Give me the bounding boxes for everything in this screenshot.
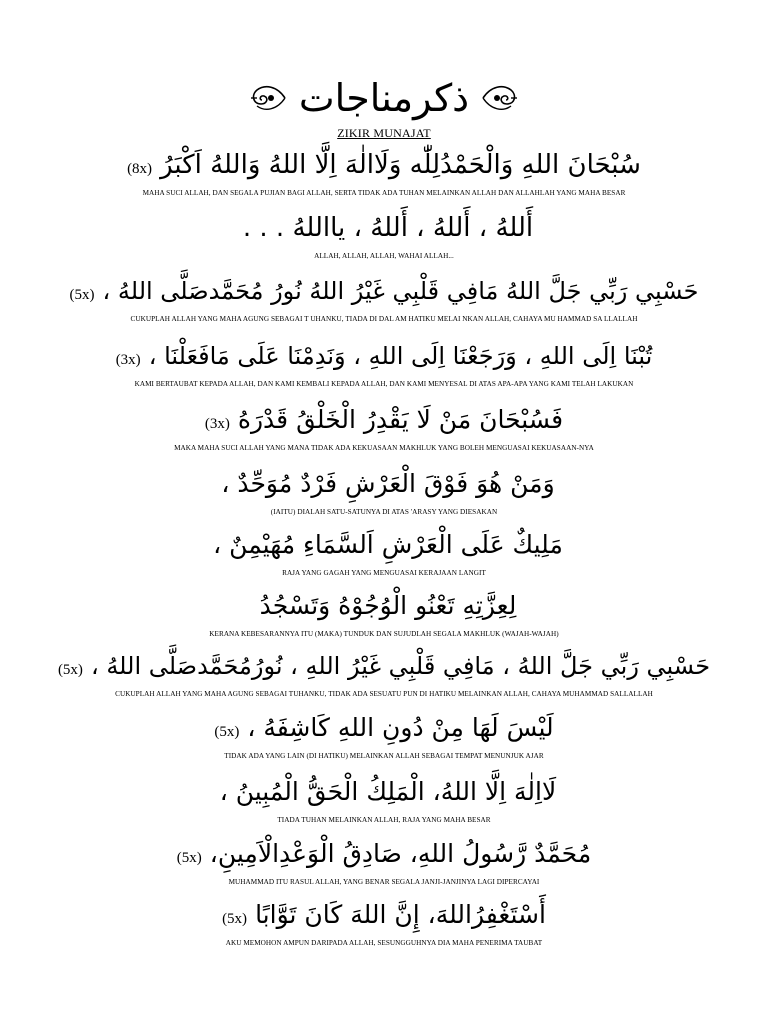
latin-title: ZIKIR MUNAJAT: [337, 126, 431, 140]
repeat-count: (5x): [214, 724, 240, 740]
zikir-entry: [0, 206, 768, 260]
translation: CUKUPLAH ALLAH YANG MAHA AGUNG SEBAGAI T UHANKU, TIADA DI DAL AM HATIKU MELAI NKAN ALLAH, CAHAYA MU HAMMAD SA LLALLAH: [130, 315, 638, 323]
translation: ALLAH, ALLAH, ALLAH, WAHAI ALLAH...: [314, 252, 454, 260]
arabic-verse: لِعِزَّتِهِ تَعْنُو الْوُجُوْهُ وَتَسْجُدُ: [259, 591, 517, 620]
arabic-verse: مَلِيكٌ عَلَى الْعَرْشِ اَلسَّمَاءِ مُهَيْمِنٌ ،: [213, 530, 563, 559]
arabic-verse: أَللهُ ، أَللهُ ، أَللهُ ، يااللهُ . . .: [242, 213, 534, 243]
translation: KERANA KEBESARANNYA ITU (MAKA) TUNDUK DAN SUJUDLAH SEGALA MAKHLUK (WAJAH-WAJAH): [209, 630, 559, 638]
repeat-count: (5x): [176, 850, 202, 866]
zikir-entry: [0, 398, 768, 452]
arabic-verse: أَسْتَغْفِرُاللهَ، إِنَّ اللهَ كَانَ تَوَّابًا: [255, 900, 546, 929]
translation: MAKA MAHA SUCI ALLAH YANG MANA TIDAK ADA KEKUASAAN MAKHLUK YANG BOLEH MENGUASAI KEKUASAAN-NYA: [174, 444, 594, 452]
repeat-count: (8x): [127, 161, 153, 177]
right-ornament-icon: [479, 78, 521, 118]
zikir-entry: [0, 462, 768, 516]
zikir-entry: [0, 523, 768, 577]
zikir-entry: [0, 770, 768, 824]
left-ornament-icon: [247, 78, 289, 118]
repeat-count: (5x): [222, 911, 248, 927]
arabic-verse: تُبْنَا اِلَى اللهِ ، وَرَجَعْنَا اِلَى اللهِ ، وَنَدِمْنَا عَلَى مَافَعَلْنَا ،: [148, 342, 653, 370]
title-header: [0, 70, 768, 126]
zikir-entry: [0, 143, 768, 197]
translation: KAMI BERTAUBAT KEPADA ALLAH, DAN KAMI KEMBALI KEPADA ALLAH, DAN KAMI MENYESAL DI ATAS APA-APA YANG KAMI TELAH LAKUKAN: [134, 380, 634, 388]
translation: (IAITU) DIALAH SATU-SATUNYA DI ATAS 'ARASY YANG DIESAKAN: [270, 508, 498, 516]
repeat-count: (3x): [204, 416, 230, 432]
repeat-count: (5x): [69, 287, 95, 303]
zikir-entry: [0, 893, 768, 947]
translation: TIADA TUHAN MELAINKAN ALLAH, RAJA YANG MAHA BESAR: [277, 816, 491, 824]
translation: RAJA YANG GAGAH YANG MENGUASAI KERAJAAN LANGIT: [282, 569, 486, 577]
arabic-title: ذكرمناجات: [298, 76, 470, 120]
translation: TIDAK ADA YANG LAIN (DI HATIKU) MELAINKAN ALLAH SEBAGAI TEMPAT MENUNJUK AJAR: [224, 752, 544, 760]
zikir-entry: [0, 584, 768, 638]
repeat-count: (3x): [115, 352, 141, 368]
translation: CUKUPLAH ALLAH YANG MAHA AGUNG SEBAGAI TUHANKU, TIDAK ADA SESUATU PUN DI HATIKU MELAINKAN ALLAH, CAHAYA MUHAMMAD SALLALLAH: [115, 690, 653, 698]
arabic-verse: حَسْبِي رَبِّي جَلَّ اللهُ مَافِي قَلْبِي غَيْرُ اللهُ نُورُ مُحَمَّدصَلَّى اللهُ ،: [102, 277, 699, 305]
arabic-verse: لَااِلٰهَ اِلَّا اللهُ، الْمَلِكُ الْحَقُّ الْمُبِينُ ،: [219, 777, 557, 806]
zikir-entry: [0, 644, 768, 698]
zikir-entry: [0, 832, 768, 886]
translation: MAHA SUCI ALLAH, DAN SEGALA PUJIAN BAGI ALLAH, SERTA TIDAK ADA TUHAN MELAINKAN ALLAH DAN ALLAHLAH YANG MAHA BESAR: [142, 189, 626, 197]
arabic-verse: فَسُبْحَانَ مَنْ لَا يَقْدِرُ الْخَلْقُ قَدْرَهُ: [237, 405, 564, 434]
arabic-verse: وَمَنْ هُوَ فَوْقَ الْعَرْشِ فَرْدٌ مُوَحِّدٌ ،: [221, 469, 555, 498]
repeat-count: (5x): [57, 662, 83, 678]
arabic-verse: سُبْحَانَ اللهِ وَالْحَمْدُلِلّٰه وَلَاالٰهَ اِلَّا اللهُ وَاللهُ اَكْبَرُ: [160, 150, 641, 180]
arabic-verse: حَسْبِي رَبِّي جَلَّ اللهُ ، مَافِي قَلْبِي غَيْرُ اللهِ ، نُورُمُحَمَّدصَلَّى اللهُ ،: [90, 652, 711, 680]
arabic-verse: لَيْسَ لَهَا مِنْ دُونِ اللهِ كَاشِفَهُ ،: [247, 713, 554, 742]
translation: AKU MEMOHON AMPUN DARIPADA ALLAH, SESUNGGUHNYA DIA MAHA PENERIMA TAUBAT: [225, 939, 543, 947]
zikir-entry: [0, 706, 768, 760]
zikir-entry: [0, 334, 768, 388]
zikir-entry: [0, 269, 768, 323]
arabic-verse: مُحَمَّدٌ رَّسُولُ اللهِ، صَادِقُ الْوَعْدِالْاَمِينِ،: [209, 839, 592, 868]
translation: MUHAMMAD ITU RASUL ALLAH, YANG BENAR SEGALA JANJI-JANJINYA LAGI DIPERCAYAI: [228, 878, 540, 886]
